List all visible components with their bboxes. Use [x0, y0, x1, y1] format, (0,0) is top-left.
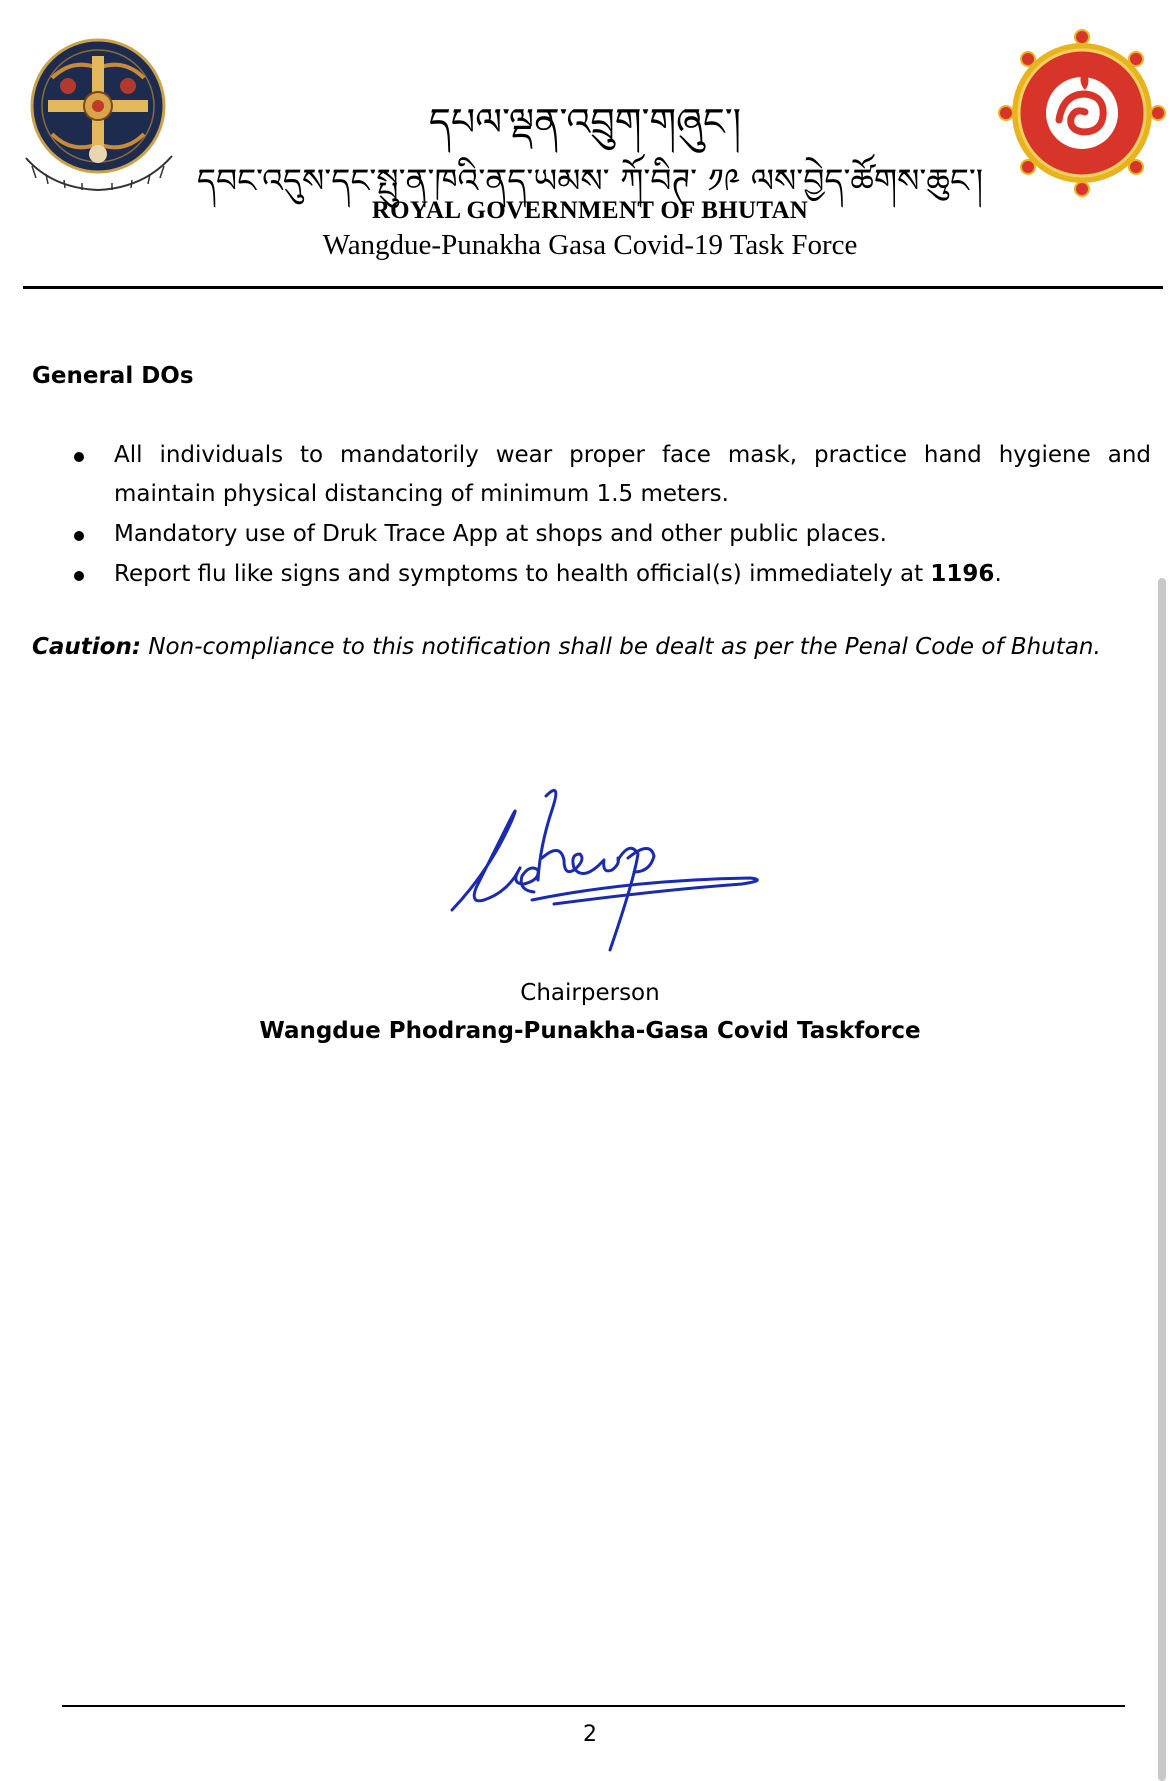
list-item-text: All individuals to mandatorily wear proper face mask, practice hand hygiene and maintain physical distancing of minimum 1.5 meters.: [114, 442, 1151, 507]
dharma-wheel-logo-icon: [997, 28, 1167, 198]
handwritten-signature-icon: [450, 780, 780, 960]
header-title: ROYAL GOVERNMENT OF BHUTAN: [371, 197, 809, 224]
list-item-text: Report flu like signs and symptoms to health official(s) immediately at: [114, 561, 931, 587]
list-item-text: Mandatory use of Druk Trace App at shops and other public places.: [114, 521, 887, 547]
header-dzongkha-line-2: དབང་འདུས་དང་སྤུ་ན་ཁའི་ནད་ཡམས་ ཀོ་བིཊ་ ༡༩ ལས་བྱེད་ཚོགས་ཆུང་།: [196, 161, 984, 200]
list-item: [64, 515, 1151, 554]
list-item-suffix: .: [994, 561, 1002, 587]
header-divider: [23, 286, 1163, 289]
signatory-organization: Wangdue Phodrang-Punakha-Gasa Covid Taskforce: [259, 1018, 921, 1044]
bullet-list: [64, 436, 1151, 594]
helpline-number: 1196: [930, 561, 995, 587]
page-number: 2: [583, 1722, 597, 1747]
caution-text: Non-compliance to this notification shall be dealt as per the Penal Code of Bhutan.: [141, 634, 1101, 660]
bullet-icon: [74, 531, 84, 541]
header-dzongkha-line-1: དཔལ་ལྡན་འབྲུག་གཞུང་།: [428, 100, 742, 144]
signatory-role: Chairperson: [520, 980, 660, 1006]
section-title: General DOs: [32, 363, 194, 389]
list-item: [64, 436, 1151, 514]
header-subtitle: Wangdue-Punakha Gasa Covid-19 Task Force: [322, 229, 858, 261]
footer-divider: [62, 1705, 1125, 1707]
bullet-icon: [74, 571, 84, 581]
caution-note: [32, 634, 1101, 660]
bullet-icon: [74, 452, 84, 462]
caution-label: Caution:: [32, 634, 142, 660]
scrollbar[interactable]: [1158, 578, 1166, 1781]
list-item: [64, 555, 1151, 594]
